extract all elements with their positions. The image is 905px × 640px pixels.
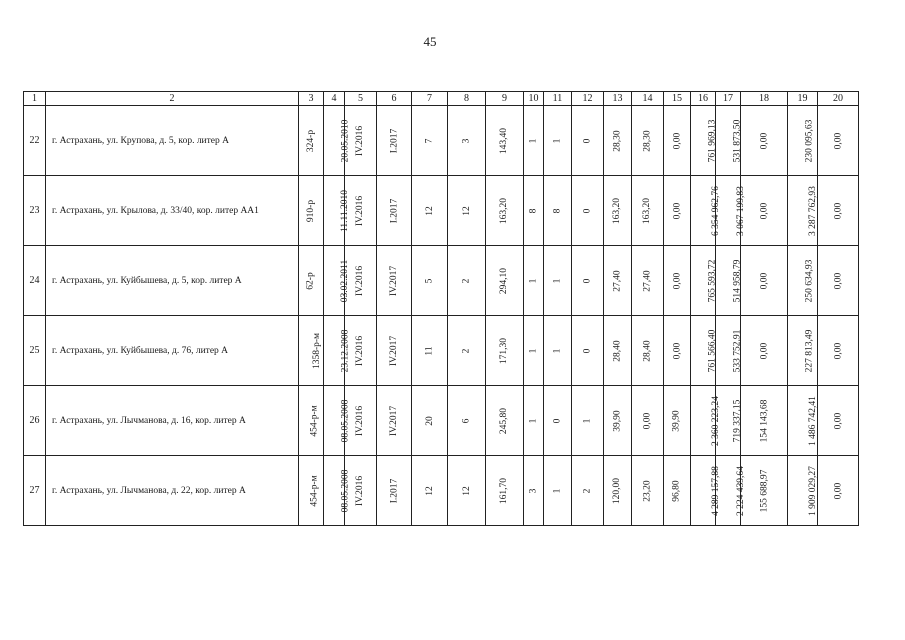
cell-c12: [572, 316, 604, 386]
cell-c16: [691, 176, 721, 246]
cell-value: 7: [424, 138, 435, 143]
cell-value: 0,00: [833, 272, 843, 289]
cell-c11: [544, 386, 572, 456]
cell-value: 03.02.2011: [340, 259, 351, 302]
cell-c16: [691, 246, 716, 316]
table-row: [24, 246, 859, 316]
cell-c10: [524, 456, 544, 526]
cell-c10: [524, 246, 544, 316]
column-header: 19: [788, 92, 818, 106]
cell-c14: [632, 456, 664, 526]
cell-value: 0,00: [833, 412, 843, 429]
cell-c3: [299, 246, 324, 316]
cell-value: 531 873,50: [732, 119, 743, 162]
cell-value: 0: [582, 278, 593, 283]
cell-value: 155 688,97: [759, 469, 769, 512]
cell-c12: [572, 456, 604, 526]
column-header: 13: [604, 92, 632, 106]
cell-c15: [664, 246, 691, 316]
cell-value: 08.05.2008: [340, 469, 351, 512]
cell-value: 161,70: [499, 477, 510, 504]
cell-c3: [299, 316, 324, 386]
cell-value: 20: [424, 415, 435, 426]
cell-value: 910-р: [305, 199, 316, 222]
cell-c6: [377, 106, 412, 176]
cell-c4: [324, 106, 351, 176]
cell-c20: [818, 386, 859, 456]
cell-value: 27,40: [642, 269, 653, 292]
cell-value: I.2017: [388, 128, 399, 153]
cell-c6: [377, 246, 412, 316]
cell-value: 0,00: [672, 132, 682, 149]
cell-c3: [299, 386, 324, 456]
cell-value: 2 360 223,24: [710, 395, 721, 446]
table-row: [24, 386, 859, 456]
cell-c7: [412, 106, 448, 176]
cell-c11: [544, 456, 572, 526]
cell-value: 0,00: [759, 272, 769, 289]
cell-value: 0,00: [759, 202, 769, 219]
cell-c18: [741, 386, 788, 456]
cell-value: 1 909 029,27: [807, 465, 818, 516]
cell-c10: [524, 386, 544, 456]
cell-value: 454-р-м: [309, 474, 320, 507]
address-cell: г. Астрахань, ул. Лычманова, д. 16, кор. литер А: [46, 386, 299, 456]
cell-c11: [544, 106, 572, 176]
cell-c12: [572, 246, 604, 316]
cell-c11: [544, 246, 572, 316]
cell-c9: [486, 176, 524, 246]
cell-c13: [604, 176, 632, 246]
cell-value: 23,20: [642, 479, 653, 502]
address-cell: г. Астрахань, ул. Лычманова, д. 22, кор. литер А: [46, 456, 299, 526]
cell-c15: [664, 316, 691, 386]
cell-value: 1: [552, 488, 563, 493]
cell-value: 39,90: [672, 409, 682, 432]
address-cell: г. Астрахань, ул. Куйбышева, д. 76, литер А: [46, 316, 299, 386]
column-header: 6: [377, 92, 412, 106]
cell-value: 0,00: [642, 412, 653, 429]
column-header: 15: [664, 92, 691, 106]
cell-c11: [544, 316, 572, 386]
cell-value: 6 354 962,76: [710, 185, 721, 236]
cell-value: IV.2016: [355, 125, 366, 156]
cell-c4: [324, 386, 351, 456]
cell-c20: [818, 106, 859, 176]
column-header: 10: [524, 92, 544, 106]
cell-c10: [524, 316, 544, 386]
cell-c20: [818, 176, 859, 246]
cell-value: 6: [461, 418, 472, 423]
cell-value: 3: [528, 488, 539, 493]
cell-value: 28,40: [642, 339, 653, 362]
cell-c7: [412, 386, 448, 456]
cell-value: 1: [552, 348, 563, 353]
address-cell: г. Астрахань, ул. Крупова, д. 5, кор. литер А: [46, 106, 299, 176]
cell-value: I.2017: [388, 478, 399, 503]
column-header: 11: [544, 92, 572, 106]
cell-value: IV.2016: [355, 195, 366, 226]
cell-c13: [604, 106, 632, 176]
column-header: 9: [486, 92, 524, 106]
cell-value: 163,20: [499, 197, 510, 224]
cell-value: 227 813,49: [804, 329, 815, 372]
column-header: 12: [572, 92, 604, 106]
cell-c19: [788, 456, 818, 526]
cell-c19: [788, 246, 818, 316]
cell-value: 12: [461, 485, 472, 496]
cell-value: 2: [582, 488, 593, 493]
cell-value: IV.2017: [389, 335, 399, 366]
cell-c13: [604, 386, 632, 456]
cell-c19: [788, 176, 818, 246]
cell-value: 761 566,40: [707, 329, 718, 372]
cell-value: 28,30: [612, 129, 623, 152]
cell-c13: [604, 316, 632, 386]
cell-c16: [691, 386, 721, 456]
cell-c18: [741, 106, 788, 176]
cell-c9: [486, 106, 524, 176]
cell-c18: [741, 246, 788, 316]
cell-value: 2 224 439,64: [735, 465, 746, 516]
page-number: 45: [423, 34, 437, 49]
cell-value: 1: [552, 278, 563, 283]
cell-c20: [818, 456, 859, 526]
column-header: 8: [448, 92, 486, 106]
cell-c6: [377, 316, 412, 386]
cell-c7: [412, 246, 448, 316]
table-row: [24, 106, 859, 176]
column-header: 14: [632, 92, 664, 106]
cell-value: 3 287 762,93: [807, 185, 818, 236]
cell-value: 8: [528, 208, 539, 213]
row-number: 24: [24, 246, 46, 316]
column-header: 7: [412, 92, 448, 106]
column-header: 2: [46, 92, 299, 106]
cell-value: 163,20: [612, 197, 623, 224]
cell-c10: [524, 176, 544, 246]
cell-value: 12: [461, 205, 472, 216]
cell-value: 143,40: [499, 127, 510, 154]
cell-c12: [572, 106, 604, 176]
cell-value: 62-р: [305, 271, 316, 290]
cell-value: 0: [582, 348, 593, 353]
cell-value: 12: [424, 485, 435, 496]
cell-value: 250 634,93: [804, 259, 815, 302]
cell-c19: [788, 316, 818, 386]
row-number: 23: [24, 176, 46, 246]
cell-c4: [324, 246, 351, 316]
cell-c9: [486, 456, 524, 526]
cell-value: 230 095,63: [804, 119, 815, 162]
cell-c14: [632, 106, 664, 176]
cell-value: 1: [528, 418, 539, 423]
row-number: 27: [24, 456, 46, 526]
cell-value: IV.2017: [389, 405, 399, 436]
cell-c4: [324, 456, 351, 526]
cell-c12: [572, 386, 604, 456]
address-cell: г. Астрахань, ул. Крылова, д. 33/40, кор. литер АА1: [46, 176, 299, 246]
cell-value: 28,30: [642, 129, 653, 152]
cell-value: 533 752,91: [732, 329, 743, 372]
cell-value: IV.2016: [355, 335, 366, 366]
cell-value: 0,00: [833, 342, 843, 359]
cell-value: IV.2016: [355, 475, 366, 506]
cell-value: 39,90: [612, 409, 623, 432]
cell-value: 0,00: [672, 202, 682, 219]
table-row: [24, 456, 859, 526]
cell-value: 4 289 157,88: [710, 465, 721, 516]
cell-c7: [412, 316, 448, 386]
cell-c4: [324, 316, 351, 386]
cell-c8: [448, 246, 486, 316]
cell-c17: [716, 246, 741, 316]
cell-c14: [632, 176, 664, 246]
cell-value: I.2017: [388, 198, 399, 223]
cell-c7: [412, 176, 448, 246]
cell-value: 454-р-м: [309, 404, 320, 437]
cell-c20: [818, 246, 859, 316]
address-cell: г. Астрахань, ул. Куйбышева, д. 5, кор. литер А: [46, 246, 299, 316]
cell-value: 5: [424, 278, 435, 283]
cell-c6: [377, 386, 412, 456]
cell-value: 514 958,79: [732, 259, 743, 302]
cell-c15: [664, 176, 691, 246]
table-row: [24, 176, 859, 246]
cell-c13: [604, 246, 632, 316]
cell-value: IV.2016: [355, 405, 366, 436]
cell-value: 0,00: [759, 132, 769, 149]
cell-value: IV.2017: [389, 265, 399, 296]
cell-c15: [664, 456, 691, 526]
cell-value: 3: [461, 138, 472, 143]
column-header: 3: [299, 92, 324, 106]
column-header: 1: [24, 92, 46, 106]
cell-c15: [664, 106, 691, 176]
cell-value: 0,00: [833, 202, 843, 219]
cell-c4: [324, 176, 351, 246]
cell-c16: [691, 106, 716, 176]
cell-c6: [377, 456, 412, 526]
cell-value: 23.12.2008: [340, 329, 351, 372]
cell-c14: [632, 246, 664, 316]
cell-value: 765 593,72: [707, 259, 718, 302]
cell-value: 11.11.2010: [340, 189, 351, 232]
cell-value: 1: [582, 418, 593, 423]
cell-value: 154 143,68: [759, 399, 769, 442]
cell-c16: [691, 316, 716, 386]
cell-value: 1: [528, 348, 539, 353]
cell-c9: [486, 316, 524, 386]
cell-c11: [544, 176, 572, 246]
cell-value: 120,00: [612, 477, 623, 504]
cell-c15: [664, 386, 691, 456]
cell-value: 0,00: [759, 342, 769, 359]
cell-value: 1358-р-м: [312, 332, 323, 369]
cell-value: 0,00: [672, 272, 682, 289]
cell-c20: [818, 316, 859, 386]
cell-c18: [741, 456, 788, 526]
column-header: 17: [716, 92, 741, 106]
cell-c8: [448, 106, 486, 176]
cell-value: 28,40: [612, 339, 623, 362]
cell-value: 12: [424, 205, 435, 216]
cell-c7: [412, 456, 448, 526]
cell-value: 761 969,13: [707, 119, 718, 162]
cell-value: 0,00: [833, 132, 843, 149]
cell-c16: [691, 456, 721, 526]
cell-c12: [572, 176, 604, 246]
cell-value: 0,00: [833, 482, 843, 499]
cell-c9: [486, 246, 524, 316]
cell-value: 08.05.2008: [340, 399, 351, 442]
cell-value: 0: [552, 418, 563, 423]
cell-value: 96,80: [672, 479, 682, 502]
cell-c14: [632, 386, 664, 456]
cell-c8: [448, 456, 486, 526]
row-number: 25: [24, 316, 46, 386]
cell-c3: [299, 106, 324, 176]
register-table: [23, 91, 859, 526]
cell-c19: [788, 106, 818, 176]
cell-c10: [524, 106, 544, 176]
cell-value: 2: [461, 278, 472, 283]
column-header: 4: [324, 92, 345, 106]
cell-c8: [448, 316, 486, 386]
cell-c17: [716, 106, 741, 176]
cell-c6: [377, 176, 412, 246]
cell-value: 8: [552, 208, 563, 213]
cell-value: 0: [582, 208, 593, 213]
cell-c3: [299, 456, 324, 526]
header-row: [24, 92, 859, 106]
cell-value: 294,10: [499, 267, 510, 294]
cell-value: 245,80: [499, 407, 510, 434]
column-header: 16: [691, 92, 716, 106]
row-number: 22: [24, 106, 46, 176]
cell-value: 163,20: [642, 197, 653, 224]
cell-value: 2: [461, 348, 472, 353]
cell-value: 0,00: [672, 342, 682, 359]
cell-value: 0: [582, 138, 593, 143]
cell-value: 3 067 199,83: [735, 185, 746, 236]
cell-c13: [604, 456, 632, 526]
column-header: 5: [345, 92, 377, 106]
cell-value: 1 486 742,41: [807, 395, 818, 446]
cell-c8: [448, 386, 486, 456]
cell-c17: [716, 316, 741, 386]
cell-c19: [788, 386, 818, 456]
cell-c18: [741, 176, 788, 246]
cell-c18: [741, 316, 788, 386]
cell-value: 1: [528, 278, 539, 283]
cell-value: 1: [552, 138, 563, 143]
column-header: 20: [818, 92, 859, 106]
cell-value: 20.05.2010: [340, 119, 351, 162]
cell-value: 324-р: [305, 129, 316, 152]
row-number: 26: [24, 386, 46, 456]
cell-value: 1: [528, 138, 539, 143]
cell-value: 171,30: [499, 337, 510, 364]
cell-c9: [486, 386, 524, 456]
cell-value: IV.2016: [355, 265, 366, 296]
table-row: [24, 316, 859, 386]
cell-value: 11: [424, 345, 435, 356]
cell-c14: [632, 316, 664, 386]
cell-c8: [448, 176, 486, 246]
cell-value: 27,40: [612, 269, 623, 292]
cell-value: 719 337,15: [732, 399, 743, 442]
cell-c3: [299, 176, 324, 246]
column-header: 18: [741, 92, 788, 106]
